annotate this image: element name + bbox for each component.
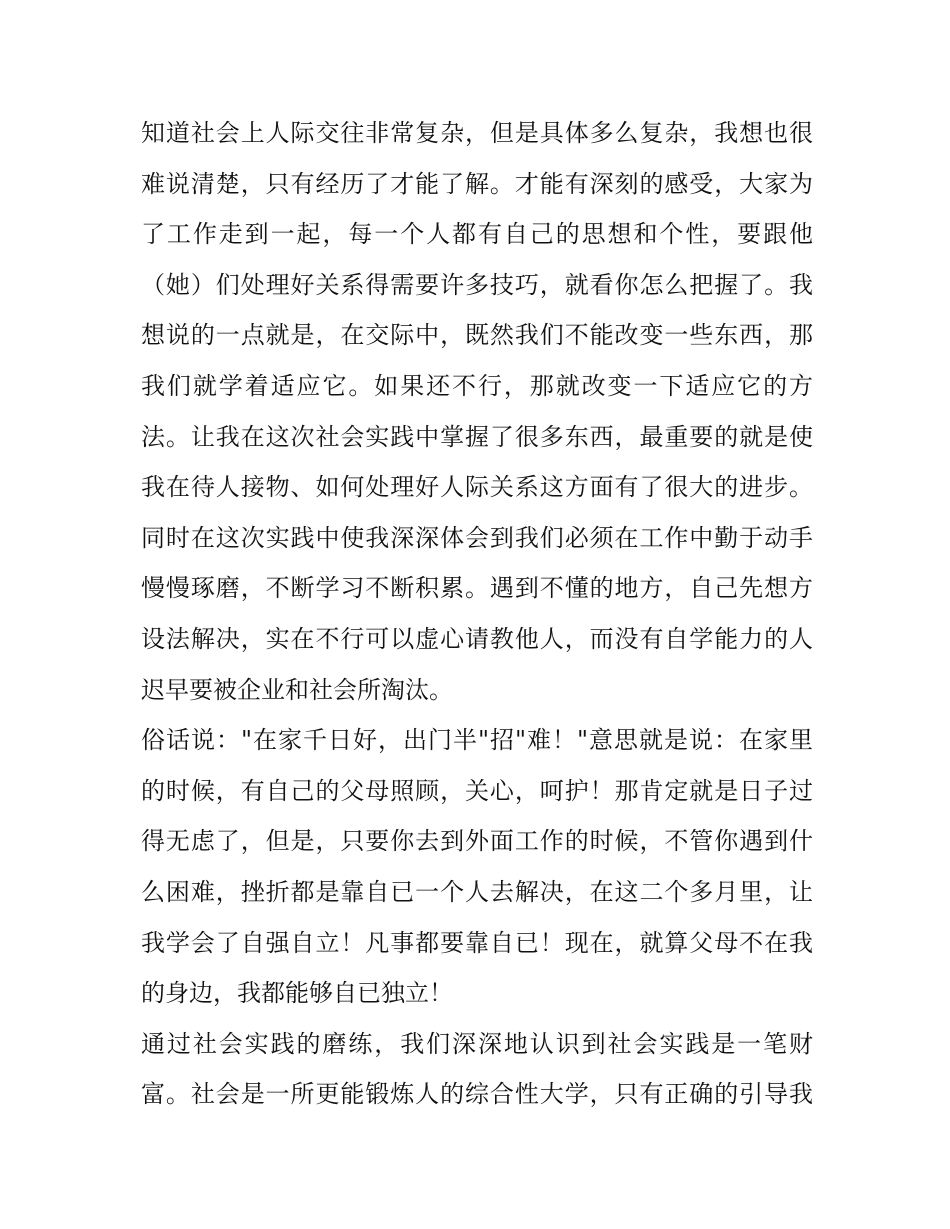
text-line: 设法解决，实在不行可以虚心请教他人，而没有自学能力的人 bbox=[141, 624, 813, 653]
text-line: 富。社会是一所更能锻炼人的综合性大学，只有正确的引导我 bbox=[141, 1080, 813, 1109]
text-line: 想说的一点就是，在交际中，既然我们不能改变一些东西，那 bbox=[141, 321, 813, 350]
text-line: 知道社会上人际交往非常复杂，但是具体多么复杂，我想也很 bbox=[141, 119, 813, 147]
text-line: 俗话说："在家千日好，出门半"招"难！"意思就是说：在家里 bbox=[141, 726, 813, 755]
text-line: 的时候，有自己的父母照顾，关心，呵护！那肯定就是日子过 bbox=[141, 776, 813, 805]
text-line: 我学会了自强自立！凡事都要靠自已！现在，就算父母不在我 bbox=[141, 928, 813, 957]
text-line: 的身边，我都能够自已独立！ bbox=[141, 979, 453, 1008]
text-line: 得无虑了，但是，只要你去到外面工作的时候，不管你遇到什 bbox=[141, 827, 813, 856]
text-line: 了工作走到一起，每一个人都有自己的思想和个性，要跟他 bbox=[141, 220, 813, 249]
text-line: 我们就学着适应它。如果还不行，那就改变一下适应它的方 bbox=[141, 371, 813, 400]
text-line: （她）们处理好关系得需要许多技巧，就看你怎么把握了。我 bbox=[141, 270, 813, 299]
text-line: 难说清楚，只有经历了才能了解。才能有深刻的感受，大家为 bbox=[141, 169, 813, 198]
text-line: 么困难，挫折都是靠自已一个人去解决，在这二个多月里，让 bbox=[141, 877, 813, 906]
text-line: 通过社会实践的磨练，我们深深地认识到社会实践是一笔财 bbox=[141, 1029, 813, 1058]
body-text bbox=[141, 108, 813, 1120]
text-line: 我在待人接物、如何处理好人际关系这方面有了很大的进步。 bbox=[141, 473, 813, 502]
text-line: 同时在这次实践中使我深深体会到我们必须在工作中勤于动手 bbox=[141, 523, 813, 552]
text-line: 迟早要被企业和社会所淘汰。 bbox=[141, 675, 453, 704]
text-line: 法。让我在这次社会实践中掌握了很多东西，最重要的就是使 bbox=[141, 422, 813, 451]
text-line: 慢慢琢磨，不断学习不断积累。遇到不懂的地方，自己先想方 bbox=[141, 574, 813, 603]
